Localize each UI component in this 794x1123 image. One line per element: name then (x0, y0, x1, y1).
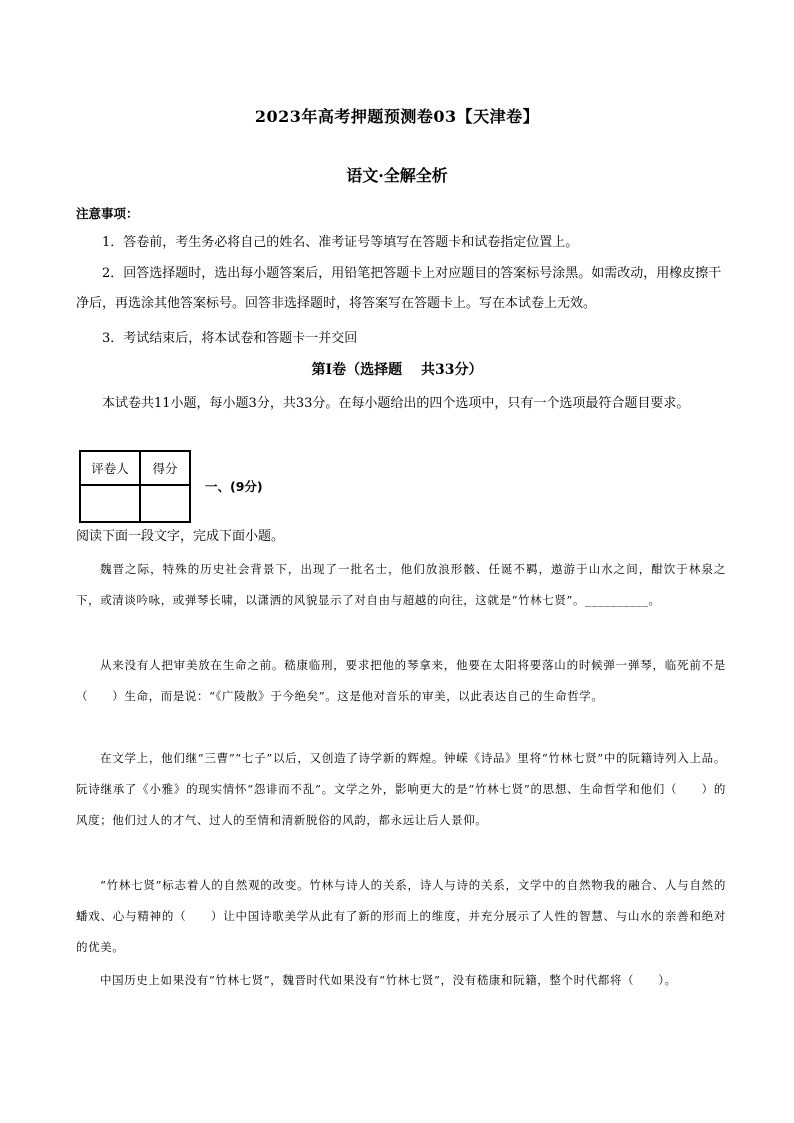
grader-label: 评卷人 (80, 451, 140, 485)
passage-paragraph-2: 从来没有人把审美放在生命之前。嵇康临刑，要求把他的琴拿来，他要在太阳将要落山的时候弹一弹琴，临死前不是（ ）生命，而是说：“《广陵散》于今绝矣”。这是他对音乐的审美，以此表达自己的生命哲学。 (76, 658, 726, 703)
section-heading: 第Ⅰ卷（选择题 共33分） (311, 362, 483, 378)
score-table (79, 450, 191, 523)
passage-paragraph-1: 魏晋之际，特殊的历史社会背景下，出现了一批名士，他们放浪形骸、任诞不羁，遨游于山水之间，酣饮于林泉之下，或清谈吟咏，或弹琴长啸，以潇洒的风貌显示了对自由与超越的向往，这就是“竹林七贤”。__________。 (76, 562, 726, 607)
passage-paragraph-5: 中国历史上如果没有“竹林七贤”，魏晋时代如果没有“竹林七贤”，没有嵇康和阮籍，整个时代都将（ ）。 (100, 973, 677, 987)
notice-item-3: 3．考试结束后，将本试卷和答题卡一并交回 (102, 331, 358, 346)
passage-paragraph-3: 在文学上，他们继“三曹”“七子”以后，又创造了诗学新的辉煌。钟嵘《诗品》里将“竹林七贤”中的阮籍诗列入上品。阮诗继承了《小雅》的现实情怀“怨诽而不乱”。文学之外，影响更大的是“竹林七贤”的思想、生命哲学和他们（ ）的风度；他们过人的才气、过人的至情和清新脱俗的风韵，都永远让后人景仰。 (76, 751, 726, 827)
grader-cell (80, 485, 140, 522)
score-label: 得分 (140, 451, 190, 485)
section-intro: 本试卷共11小题，每小题3分，共33分。在每小题给出的四个选项中，只有一个选项最符合题目要求。 (102, 396, 690, 411)
question-instruction: 阅读下面一段文字，完成下面小题。 (76, 529, 285, 544)
score-cell (140, 485, 190, 522)
page-subtitle: 语文·全解全析 (346, 166, 448, 185)
notice-heading: 注意事项： (76, 206, 139, 221)
notice-item-2: 2．回答选择题时，选出每小题答案后，用铅笔把答题卡上对应题目的答案标号涂黑。如需改动，用橡皮擦干净后，再选涂其他答案标号。回答非选择题时，将答案写在答题卡上。写在本试卷上无效。 (76, 266, 722, 311)
page-title: 2023年高考押题预测卷03【天津卷】 (254, 107, 540, 126)
question-label: 一、(9分) (205, 479, 263, 494)
notice-item-1: 1．答卷前，考生务必将自己的姓名、准考证号等填写在答题卡和试卷指定位置上。 (102, 235, 579, 250)
passage-paragraph-4: “竹林七贤”标志着人的自然观的改变。竹林与诗人的关系，诗人与诗的关系，文学中的自然物我的融合、人与自然的蟠戏、心与精神的（ ）让中国诗歌美学从此有了新的形而上的维度，并充分展示了人性的智慧、与山水的亲善和绝对的优美。 (76, 878, 726, 954)
